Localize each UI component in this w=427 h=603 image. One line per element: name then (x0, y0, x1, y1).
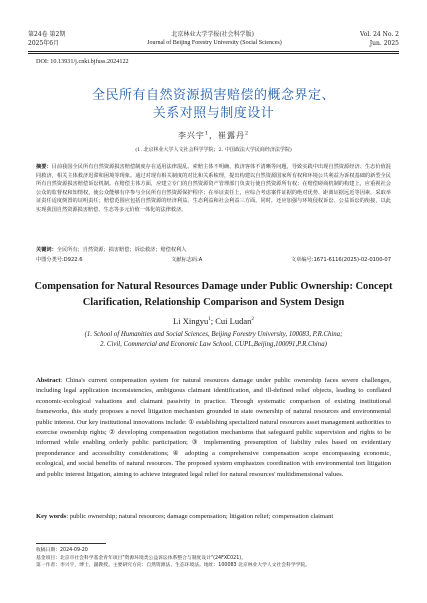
author-1-cn: 李兴宇 (177, 131, 205, 140)
english-title-line2: Clarification, Relationship Comparison and System Design (82, 297, 345, 308)
chinese-keywords-label: 关键词： (36, 247, 57, 253)
footnote-rule (36, 543, 106, 544)
header-volume-cn: 第24卷 第2期 (28, 31, 66, 38)
english-abstract-text-1: : China's current compensation system for natural resources damage under public ownership faces severe challenges, including legal application inconsistencies, ambiguous claimant identification, and ill-defined relief objects, leading to conflated economic-ecological valuations and claimant passivity in practice. Through systematic comparison of existing institutional frameworks, this study proposes a novel litigation mechanism grounded in state ownership of natural resources and environmental public interest. (36, 377, 391, 426)
author-2-cn: 崔露丹 (218, 131, 245, 140)
classification-line (36, 256, 391, 264)
received-date: 收稿日期：2024-09-20 (36, 548, 88, 553)
english-abstract (36, 376, 391, 480)
english-affiliation-line2: 2. Civil, Commercial and Economic Law School, CUPL,Beijing,100091,P.R.China) (100, 341, 327, 348)
english-innovations-label: Our key institutional innovations include (76, 418, 185, 426)
header-rule (28, 51, 399, 52)
document-code: 文献标志码:A (171, 257, 203, 263)
chinese-abstract (36, 163, 391, 215)
clc-number: 中图分类号:D922.6 (36, 257, 83, 263)
running-header (28, 30, 399, 48)
header-date-cn: 2025年6月 (28, 40, 60, 47)
author-1-en: Li Xingyu (173, 316, 209, 326)
english-title-line1: Compensation for Natural Resources Damage under Public Ownership: Concept (34, 281, 393, 292)
doi-link[interactable]: DOI: 10.13931/j.cnki.bjfuss.2024122 (36, 58, 129, 65)
chinese-keywords-text: 全民所有；自然资源；损害赔偿；诉讼救济；赔偿权利人 (56, 247, 187, 253)
english-title (20, 279, 407, 311)
header-journal-en: Journal of Beijing Forestry University (Social Sciences) (147, 40, 282, 46)
chinese-affiliation: (1. 北京林业大学人文社会科学学院；2. 中国政法大学民商经济法学院) (135, 147, 292, 153)
english-keywords-label: Key words (36, 513, 67, 520)
author-2-en: ; Cui Ludan (210, 316, 252, 326)
chinese-authors (0, 130, 427, 141)
chinese-title-line1: 全民所有自然资源损害赔偿的概念界定、 (91, 88, 335, 103)
fund-info: 基金项目：北京市社会科学基金青年项目"资源环境类公益诉讼体系整合与制度设计"(24FXC021)。 (36, 555, 246, 561)
chinese-keywords (36, 246, 391, 254)
footnote (36, 547, 391, 570)
english-abstract-label: Abstract (36, 377, 61, 384)
english-affiliation-line1: (1. School of Humanities and Social Sciences, Beijing Forestry University, 100083, P.R.China; (84, 331, 343, 338)
chinese-title-line2: 关系对照与制度设计 (152, 106, 275, 121)
english-keywords-text: : public ownership; natural resources; damage compensation; litigation relief; compensation claimant (66, 513, 334, 520)
author-2-affil-mark: 2 (245, 131, 250, 137)
english-affiliation (40, 330, 387, 350)
header-date-en: Jun. 2025 (369, 40, 399, 47)
author-1-affil-mark: 1 (204, 131, 209, 137)
chinese-abstract-text: 目前我国全民所有自然资源损害赔偿制度存在适用法律混乱、索赔主体不明确、救济客体不清晰等问题，导致实践中出现自然资源经济、生态价值混同救济，相关主体救济迟滞和困境等现象。通过对现有相关制度的对比和关系梳理，提出构建以自然资源国家所有权和环境公共利益为诉权基础的新型全民所有自然资源损害赔偿诉讼机制。在赔偿主体方面，应建立专门的自然资源资产管理部门负责行使自然资源所有权；在赔偿磋商机制的构建上，应重视社会公众的监督权和知情权，使公众能够有序参与全民所有自然资源保护程序；在举证责任上，应综合考虑案件证据的绝对优势、距离证据远近等因素，采取举证责任适度倒置的证明责任；赔偿范围应包括自然资源的经济利益、生态利益和社会利益三方面。同时，还应加强与环境侵权诉讼、公益诉讼的衔接，以此实现我国自然资源损害赔偿、生态等多元价值一体化的法律救济。 (36, 164, 391, 213)
english-abstract-text-2: : ① establishing specialized natural resources asset management authorities to exercise ownership rights; ② developing compensation negotiation mechanisms that safeguard public supervision and rights to be informed while enabling orderly public participation; ③ implementing presumption of liability rules based on evidentiary preponderance and accessibility considerations; ④ adopting a comprehensive compensation scope encompassing economic, ecological, and social benefits of natural resources. The proposed system emphasizes coordination with environmental tort litigation and public interest litigation, aiming to achieve integrated legal relief for natural resources' multidimensional values. (36, 418, 391, 478)
author-separator-cn: ， (209, 131, 218, 140)
chinese-title (0, 87, 427, 123)
author-info: 第一作者：李兴宇，博士，副教授。主要研究方向：自然资源法、生态环境法。地址：100083 北京林业大学人文社会科学学院。 (36, 563, 311, 569)
header-rule-thin (28, 53, 399, 54)
chinese-abstract-label: 摘要： (36, 164, 52, 170)
english-authors (0, 316, 427, 326)
author-1-en-affil-mark: 1 (208, 316, 211, 323)
article-number: 文章编号:1671-6116(2025)-02-0100-07 (290, 257, 391, 263)
english-keywords (36, 512, 391, 522)
header-volume-en: Vol. 24 No. 2 (359, 31, 399, 38)
header-journal-cn: 北京林业大学学报(社会科学版) (171, 31, 254, 38)
author-2-en-affil-mark: 2 (251, 316, 254, 323)
